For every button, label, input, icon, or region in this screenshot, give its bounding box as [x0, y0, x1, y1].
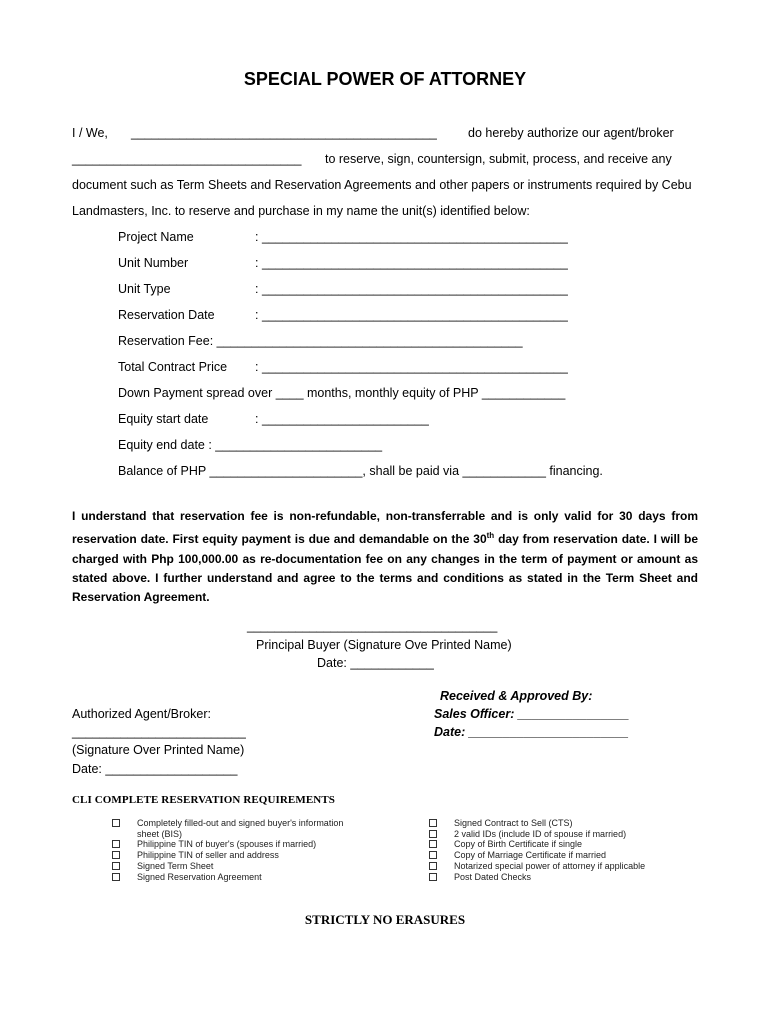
buyer-date-field[interactable]: Date: ____________ [317, 656, 434, 670]
unit-number-label: Unit Number [118, 256, 189, 270]
checkbox-icon[interactable] [112, 862, 120, 870]
reservation-date-label: Reservation Date [118, 308, 215, 322]
requirement-item[interactable]: Philippine TIN of buyer's (spouses if married) [112, 839, 362, 850]
requirement-item[interactable]: Copy of Marriage Certificate if married [429, 850, 709, 861]
requirements-right-list [429, 818, 709, 882]
terms-paragraph [72, 507, 698, 607]
reservation-date-blank[interactable]: : ____________________________________________ [255, 308, 568, 322]
reservation-fee-field[interactable]: Reservation Fee: ____________________________________________ [118, 334, 523, 348]
unit-number-blank[interactable]: : ____________________________________________ [255, 256, 568, 270]
requirement-item[interactable]: 2 valid IDs (include ID of spouse if married) [429, 829, 709, 840]
project-name-blank[interactable]: : ____________________________________________ [255, 230, 568, 244]
down-payment-field[interactable]: Down Payment spread over ____ months, monthly equity of PHP ____________ [118, 386, 566, 400]
checkbox-icon[interactable] [429, 873, 437, 881]
agent-date-field[interactable]: Date: ___________________ [72, 762, 238, 776]
buyer-signature-caption: Principal Buyer (Signature Ove Printed Name) [256, 638, 512, 652]
requirement-item[interactable]: Completely filled-out and signed buyer's information sheet (BIS) [112, 818, 362, 839]
buyer-signature-line[interactable]: ____________________________________ [247, 619, 498, 633]
checkbox-icon[interactable] [429, 862, 437, 870]
agent-label: Authorized Agent/Broker: [72, 707, 211, 721]
terms-part2: day from reservation date. I will be charged with Php 100,000.00 as re-documentation fee on any changes in the term of payment or amount as stated above. I further understand and agree to the terms and conditions as stated in the Term Sheet and Reservation Agreement. [72, 532, 698, 605]
sales-officer-field[interactable]: Sales Officer: ________________ [434, 707, 630, 721]
balance-field[interactable]: Balance of PHP ______________________, shall be paid via ____________ financing. [118, 464, 603, 478]
unit-type-label: Unit Type [118, 282, 171, 296]
terms-superscript: th [486, 531, 495, 541]
checkbox-icon[interactable] [429, 851, 437, 859]
project-name-label: Project Name [118, 230, 194, 244]
requirement-item[interactable]: Signed Contract to Sell (CTS) [429, 818, 709, 829]
agent-signature-caption: (Signature Over Printed Name) [72, 743, 245, 757]
unit-type-blank[interactable]: : ____________________________________________ [255, 282, 568, 296]
intro-landmasters-text: Landmasters, Inc. to reserve and purchase in my name the unit(s) identified below: [72, 204, 530, 218]
no-erasures-notice: STRICTLY NO ERASURES [304, 912, 466, 927]
equity-start-label: Equity start date [118, 412, 209, 426]
requirement-item[interactable]: Post Dated Checks [429, 872, 709, 883]
checkbox-icon[interactable] [429, 840, 437, 848]
requirement-item[interactable]: Copy of Birth Certificate if single [429, 839, 709, 850]
document-title: SPECIAL POWER OF ATTORNEY [243, 69, 527, 89]
requirement-item[interactable]: Philippine TIN of seller and address [112, 850, 362, 861]
requirements-heading: CLI COMPLETE RESERVATION REQUIREMENTS [72, 794, 335, 806]
requirement-item[interactable]: Notarized special power of attorney if applicable [429, 861, 709, 872]
intro-i-we: I / We, [72, 126, 108, 140]
total-contract-price-label: Total Contract Price [118, 360, 228, 374]
intro-authorize-text: do hereby authorize our agent/broker [468, 126, 674, 140]
total-contract-price-blank[interactable]: : ____________________________________________ [255, 360, 568, 374]
agent-name-blank[interactable]: _________________________________ [72, 152, 302, 166]
approval-date-field[interactable]: Date: _______________________ [434, 725, 629, 739]
checkbox-icon[interactable] [112, 819, 120, 827]
requirement-item[interactable]: Signed Reservation Agreement [112, 872, 362, 883]
checkbox-icon[interactable] [429, 819, 437, 827]
agent-signature-line[interactable]: _________________________ [72, 725, 246, 739]
approval-heading: Received & Approved By: [440, 689, 593, 703]
equity-end-field[interactable]: Equity end date : ________________________ [118, 438, 383, 452]
requirements-left-list [112, 818, 362, 882]
checkbox-icon[interactable] [429, 830, 437, 838]
equity-start-blank[interactable]: : ________________________ [255, 412, 429, 426]
checkbox-icon[interactable] [112, 873, 120, 881]
intro-reserve-text: to reserve, sign, countersign, submit, process, and receive any [325, 152, 672, 166]
checkbox-icon[interactable] [112, 851, 120, 859]
intro-document-text: document such as Term Sheets and Reservation Agreements and other papers or instruments required by Cebu [72, 178, 692, 192]
principal-name-blank[interactable]: ____________________________________________ [131, 126, 437, 140]
checkbox-icon[interactable] [112, 840, 120, 848]
requirement-item[interactable]: Signed Term Sheet [112, 861, 362, 872]
terms-part1: I understand that reservation fee is non-refundable, non-transferrable and is only valid for 30 days from reservation date. First equity payment is due and demandable on the 30 [72, 509, 698, 547]
